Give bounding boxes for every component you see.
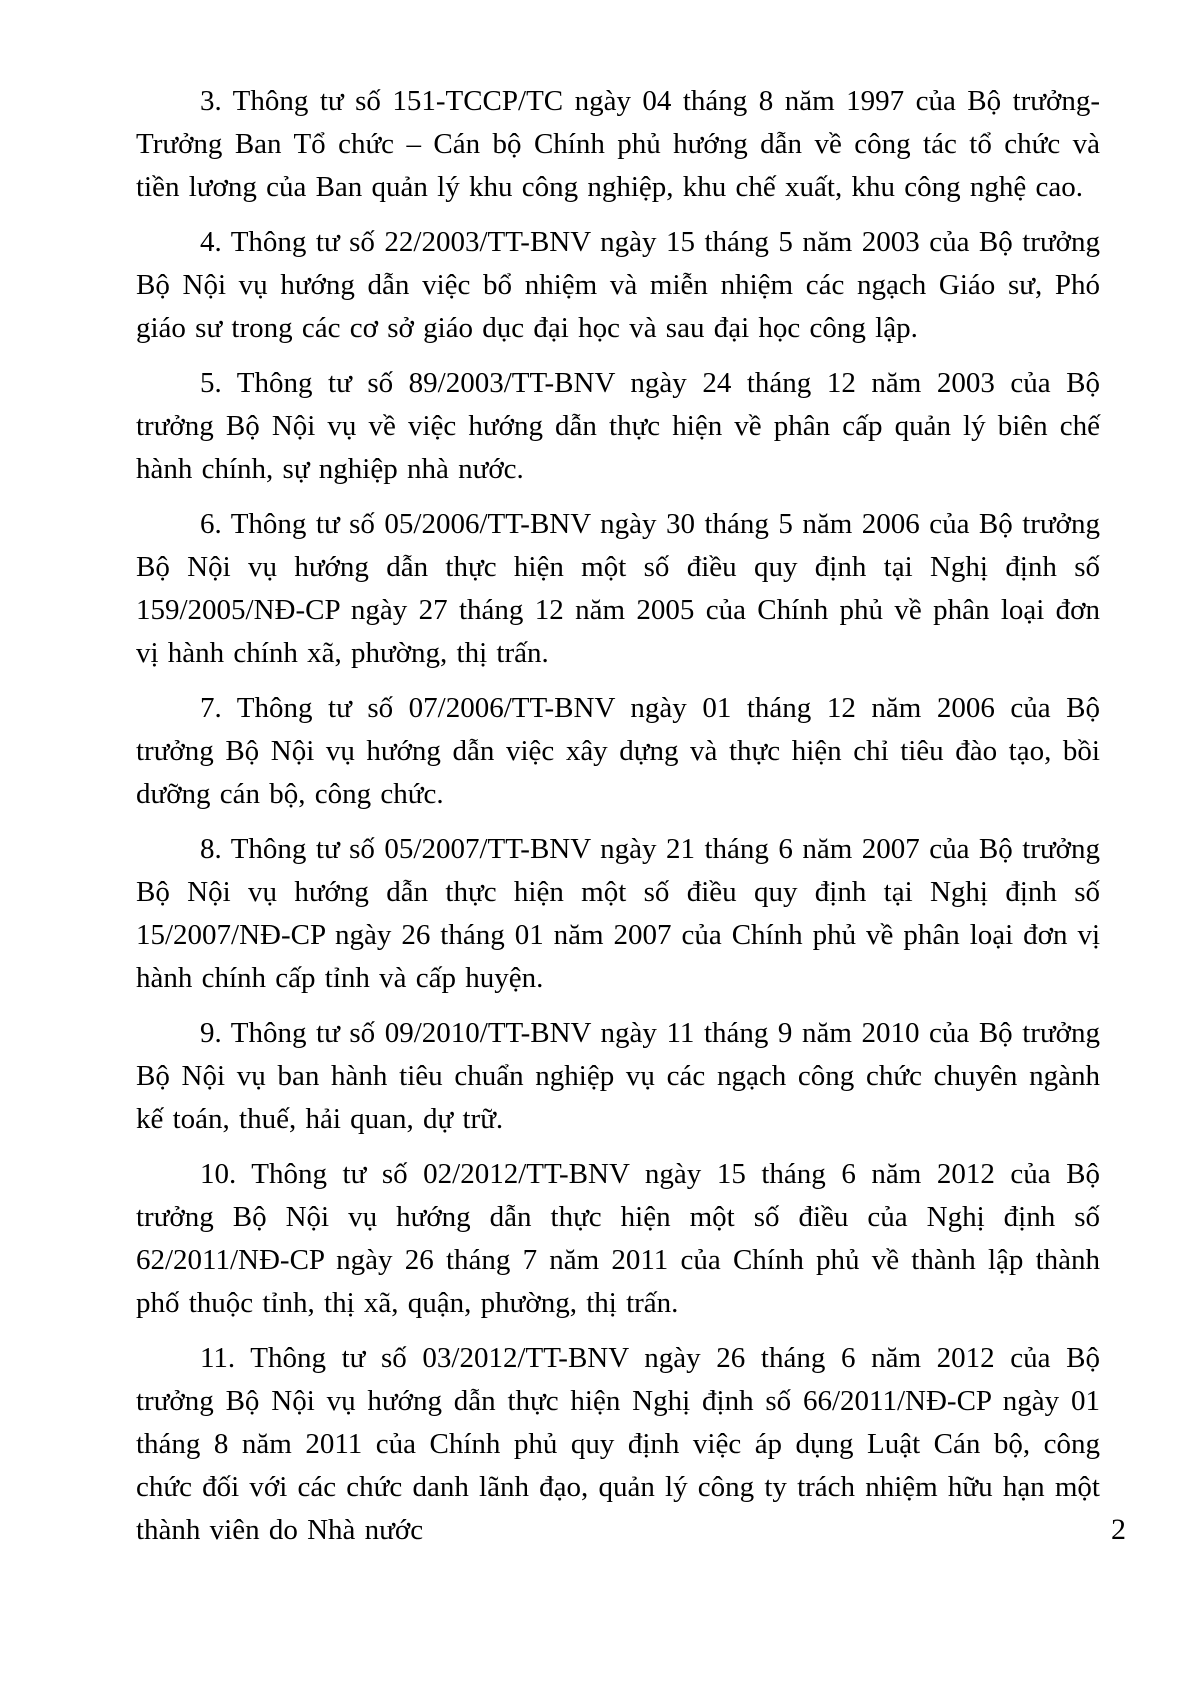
paragraph-item-7: 7. Thông tư số 07/2006/TT-BNV ngày 01 tháng 12 năm 2006 của Bộ trưởng Bộ Nội vụ hướng dẫn việc xây dựng và thực hiện chỉ tiêu đào tạo, bồi dưỡng cán bộ, công chức. [136,692,1100,810]
paragraph-item-4: 4. Thông tư số 22/2003/TT-BNV ngày 15 tháng 5 năm 2003 của Bộ trưởng Bộ Nội vụ hướng dẫn việc bổ nhiệm và miễn nhiệm các ngạch Giáo sư, Phó giáo sư trong các cơ sở giáo dục đại học và sau đại học công lập. [136,226,1100,344]
paragraph-item-10: 10. Thông tư số 02/2012/TT-BNV ngày 15 tháng 6 năm 2012 của Bộ trưởng Bộ Nội vụ hướng dẫn thực hiện một số điều của Nghị định số 62/2011/NĐ-CP ngày 26 tháng 7 năm 2011 của Chính phủ về thành lập thành phố thuộc tỉnh, thị xã, quận, phường, thị trấn. [136,1158,1100,1319]
paragraph-item-8: 8. Thông tư số 05/2007/TT-BNV ngày 21 tháng 6 năm 2007 của Bộ trưởng Bộ Nội vụ hướng dẫn thực hiện một số điều quy định tại Nghị định số 15/2007/NĐ-CP ngày 26 tháng 01 năm 2007 của Chính phủ về phân loại đơn vị hành chính cấp tỉnh và cấp huyện. [136,833,1100,994]
document-body [136,80,1100,1552]
page-footer [136,1508,1126,1551]
paragraph-item-11: 11. Thông tư số 03/2012/TT-BNV ngày 26 tháng 6 năm 2012 của Bộ trưởng Bộ Nội vụ hướng dẫn thực hiện Nghị định số 66/2011/NĐ-CP ngày 01 tháng 8 năm 2011 của Chính phủ quy định việc áp dụng Luật Cán bộ, công chức đối với các chức danh lãnh đạo, quản lý công ty trách nhiệm hữu hạn một thành viên do Nhà nước [136,1342,1100,1546]
paragraph-item-9: 9. Thông tư số 09/2010/TT-BNV ngày 11 tháng 9 năm 2010 của Bộ trưởng Bộ Nội vụ ban hành tiêu chuẩn nghiệp vụ các ngạch công chức chuyên ngành kế toán, thuế, hải quan, dự trữ. [136,1017,1100,1135]
paragraph-item-6: 6. Thông tư số 05/2006/TT-BNV ngày 30 tháng 5 năm 2006 của Bộ trưởng Bộ Nội vụ hướng dẫn thực hiện một số điều quy định tại Nghị định số 159/2005/NĐ-CP ngày 27 tháng 12 năm 2005 của Chính phủ về phân loại đơn vị hành chính xã, phường, thị trấn. [136,508,1100,669]
paragraph-item-3: 3. Thông tư số 151-TCCP/TC ngày 04 tháng 8 năm 1997 của Bộ trưởng-Trưởng Ban Tổ chức – Cán bộ Chính phủ hướng dẫn về công tác tổ chức và tiền lương của Ban quản lý khu công nghiệp, khu chế xuất, khu công nghệ cao. [136,85,1100,203]
page-number: 2 [1111,1513,1126,1546]
paragraph-item-5: 5. Thông tư số 89/2003/TT-BNV ngày 24 tháng 12 năm 2003 của Bộ trưởng Bộ Nội vụ về việc hướng dẫn thực hiện về phân cấp quản lý biên chế hành chính, sự nghiệp nhà nước. [136,367,1100,485]
